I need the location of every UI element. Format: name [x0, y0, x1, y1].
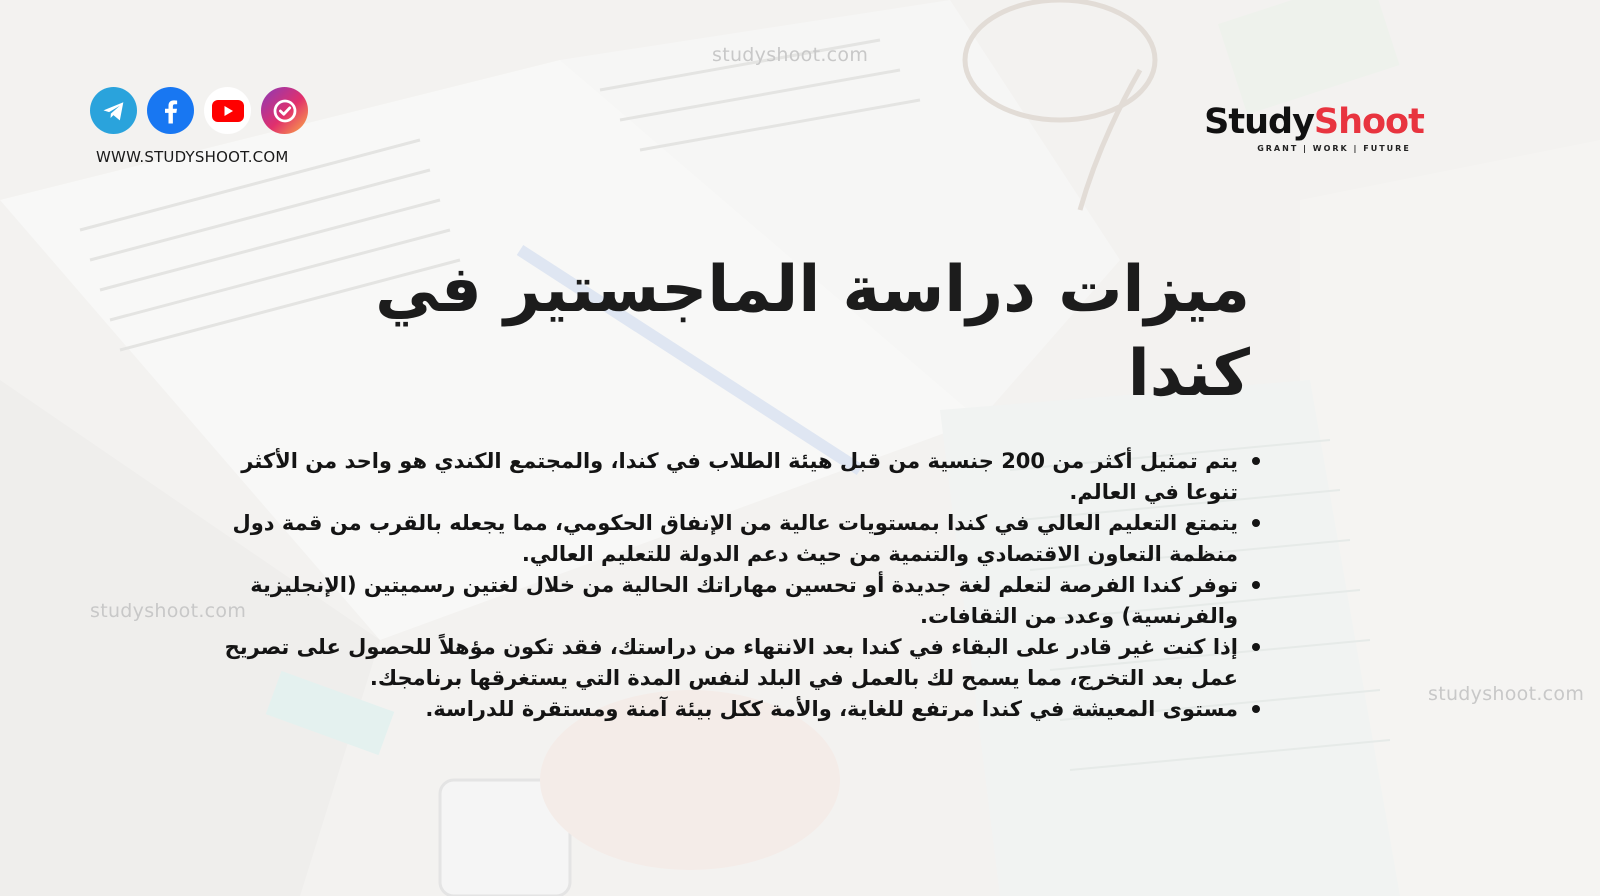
list-item: يتمتع التعليم العالي في كندا بمستويات عالية من الإنفاق الحكومي، مما يجعله بالقرب من قمة دول منظمة التعاون الاقتصادي والتنمية من حيث دعم الدولة للتعليم العالي.: [206, 508, 1238, 570]
logo-shoot: Shoot: [1313, 102, 1424, 142]
facebook-icon[interactable]: [147, 87, 194, 134]
telegram-icon[interactable]: [90, 87, 137, 134]
social-links: [90, 87, 308, 134]
watermark-text: studyshoot.com: [90, 600, 247, 622]
list-item: إذا كنت غير قادر على البقاء في كندا بعد الانتهاء من دراستك، فقد تكون مؤهلاً للحصول على تصريح عمل بعد التخرج، مما يسمح لك بالعمل في البلد لنفس المدة التي يستغرقها برنامجك.: [206, 632, 1238, 694]
list-item: مستوى المعيشة في كندا مرتفع للغاية، والأمة ككل بيئة آمنة ومستقرة للدراسة.: [206, 694, 1238, 725]
watermark-text: studyshoot.com: [712, 44, 869, 66]
logo-study: Study: [1204, 102, 1314, 142]
logo-tagline: GRANT | WORK | FUTURE: [1257, 144, 1411, 153]
instagram-icon[interactable]: [261, 87, 308, 134]
logo-wordmark: [1204, 100, 1424, 144]
benefits-list: [206, 446, 1264, 725]
youtube-icon[interactable]: [204, 87, 251, 134]
page-title: ميزات دراسة الماجستير في كندا: [375, 253, 1250, 411]
list-item: توفر كندا الفرصة لتعلم لغة جديدة أو تحسين مهاراتك الحالية من خلال لغتين رسميتين (الإنجليزية والفرنسية) وعدد من الثقافات.: [206, 570, 1238, 632]
watermark-text: studyshoot.com: [1428, 683, 1585, 705]
list-item: يتم تمثيل أكثر من 200 جنسية من قبل هيئة الطلاب في كندا، والمجتمع الكندي هو واحد من الأكثر تنوعا في العالم.: [206, 446, 1238, 508]
website-url[interactable]: WWW.STUDYSHOOT.COM: [96, 148, 289, 166]
studyshoot-logo: [1204, 100, 1424, 153]
